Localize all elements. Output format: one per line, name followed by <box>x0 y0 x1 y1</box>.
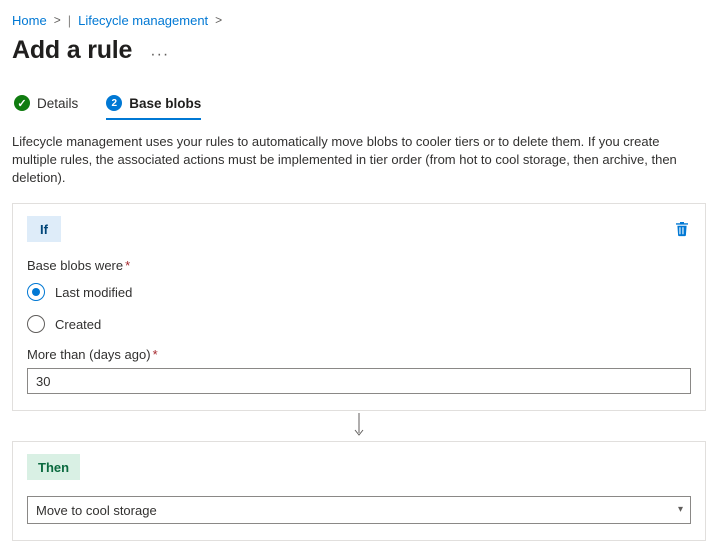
breadcrumb-separator-icon: > <box>53 13 61 27</box>
chevron-down-icon: ▾ <box>677 504 683 515</box>
radio-created[interactable] <box>27 315 691 333</box>
radio-button-icon-created[interactable] <box>27 315 45 333</box>
breadcrumb-item-home[interactable]: Home <box>12 12 47 28</box>
if-chip: If <box>27 216 61 242</box>
breadcrumb-pipe: | <box>67 12 72 28</box>
breadcrumb-separator-trailing-icon: > <box>215 13 223 27</box>
more-than-days-label <box>27 347 691 362</box>
breadcrumb <box>12 10 706 30</box>
if-condition-card <box>12 203 706 411</box>
wizard-tabs <box>12 85 706 119</box>
then-action-card <box>12 441 706 541</box>
action-select-value: Move to cool storage <box>36 502 157 518</box>
tab-base-blobs-label: Base blobs <box>129 95 202 111</box>
more-than-days-text: More than (days ago) <box>27 347 151 362</box>
if-card-header <box>27 216 691 242</box>
tab-details[interactable] <box>14 87 78 119</box>
breadcrumb-item-lifecycle-management[interactable]: Lifecycle management <box>78 12 209 28</box>
page-title: Add a rule <box>12 36 133 64</box>
trash-icon[interactable] <box>673 220 691 238</box>
tab-details-label: Details <box>37 95 79 111</box>
days-ago-input[interactable] <box>27 368 691 394</box>
check-icon: ✓ <box>14 95 30 111</box>
more-options-icon[interactable]: ··· <box>150 45 170 63</box>
radio-last-modified-label: Last modified <box>55 284 133 300</box>
required-asterisk-days: * <box>152 347 158 362</box>
radio-button-icon-last-modified[interactable] <box>27 283 45 301</box>
then-chip: Then <box>27 454 80 480</box>
base-blobs-were-text: Base blobs were <box>27 258 124 273</box>
step-number-badge: 2 <box>106 95 122 111</box>
flow-arrow-icon <box>12 411 706 441</box>
radio-created-label: Created <box>55 316 102 332</box>
tab-base-blobs[interactable] <box>106 87 201 119</box>
base-blobs-were-label <box>27 258 691 273</box>
then-card-header <box>27 454 691 480</box>
radio-last-modified[interactable] <box>27 283 691 301</box>
page-description: Lifecycle management uses your rules to automatically move blobs to cooler tiers or to delete them. If you create multiple rules, the associated actions must be implemented in tier order (from hot to cool storage, then archive, then deletion). <box>12 134 677 185</box>
title-row <box>12 36 706 65</box>
required-asterisk: * <box>125 258 131 273</box>
